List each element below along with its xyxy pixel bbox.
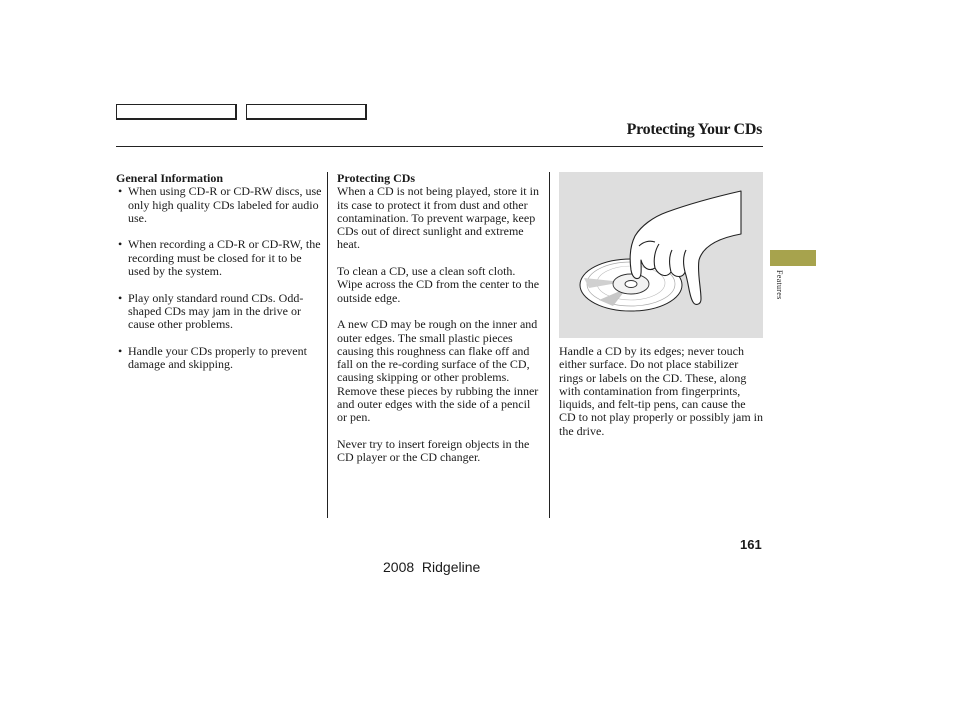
general-information-heading: General Information <box>116 171 223 185</box>
general-information-column <box>116 172 324 385</box>
list-item: • Handle your CDs properly to prevent damage and skipping. <box>116 345 324 372</box>
title-rule <box>116 146 763 147</box>
protecting-cds-heading: Protecting CDs <box>337 171 416 185</box>
section-tab <box>770 250 816 266</box>
section-label: Features <box>775 270 784 300</box>
nav-button-2[interactable] <box>246 104 367 120</box>
cd-handling-illustration <box>559 172 763 338</box>
paragraph: When a CD is not being played, store it in its case to protect it from dust and other contamination. To prevent warpage, keep CDs out of direct sunlight and extreme heat. <box>337 184 539 252</box>
column-divider <box>549 172 550 518</box>
page-number: 161 <box>740 537 762 552</box>
caption-text: Handle a CD by its edges; never touch either surface. Do not place stabilizer rings or labels on the CD. These, along with contamination from fingerprints, liquids, and felt-tip pens, can cause the CD to not play properly or possibly jam in the drive. <box>559 344 763 438</box>
list-item: • When using CD-R or CD-RW discs, use only high quality CDs labeled for audio use. <box>116 185 324 225</box>
paragraph: Never try to insert foreign objects in the CD player or the CD changer. <box>337 436 530 465</box>
hand-holding-cd-icon <box>559 172 763 338</box>
page-title: Protecting Your CDs <box>626 121 762 138</box>
cd-handling-caption <box>559 345 765 451</box>
paragraph: To clean a CD, use a clean soft cloth. Wipe across the CD from the center to the outside edge. <box>337 264 540 305</box>
column-divider <box>327 172 328 518</box>
nav-button-1[interactable] <box>116 104 237 120</box>
list-item: • Play only standard round CDs. Odd-shaped CDs may jam in the drive or cause other problems. <box>116 292 324 332</box>
footer-model: 2008 Ridgeline <box>383 559 481 575</box>
list-item: • When recording a CD-R or CD-RW, the recording must be closed for it to be used by the system. <box>116 238 324 278</box>
general-information-list <box>116 185 324 371</box>
protecting-cds-column <box>337 172 543 478</box>
paragraph: A new CD may be rough on the inner and outer edges. The small plastic pieces causing this roughness can flake off and fall on the re-cording surface of the CD, causing skipping or other problems. Remove these pieces by rubbing the inner and outer edges with the side of a pencil or pen. <box>337 317 539 425</box>
